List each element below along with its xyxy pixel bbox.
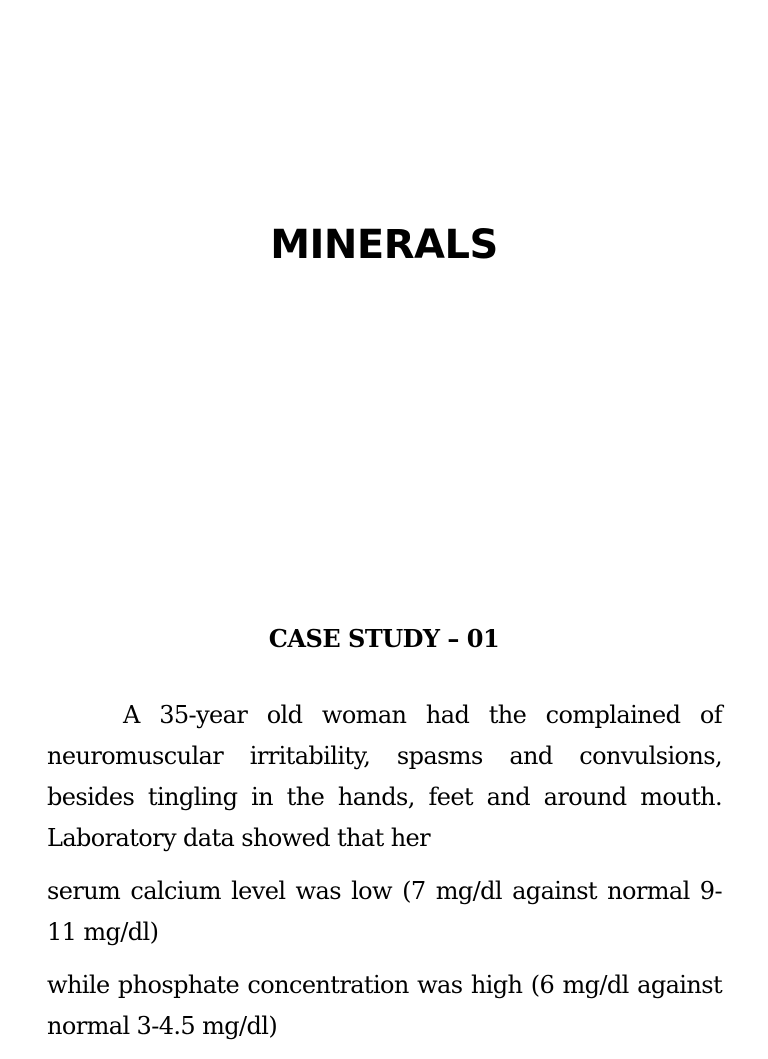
case-study-body <box>47 695 722 1059</box>
paragraph-serum-calcium: serum calcium level was low (7 mg/dl against normal 9-11 mg/dl) <box>47 877 722 946</box>
page-title: MINERALS <box>270 222 498 268</box>
paragraph-phosphate: while phosphate concentration was high (6 mg/dl against normal 3-4.5 mg/dl) <box>47 971 722 1040</box>
paragraph-symptoms: A 35-year old woman had the complained of neuromuscular irritability, spasms and convulsions, besides tingling in the hands, feet and around mouth. Laboratory data showed that her <box>47 701 722 852</box>
case-study-heading: CASE STUDY – 01 <box>268 624 500 653</box>
